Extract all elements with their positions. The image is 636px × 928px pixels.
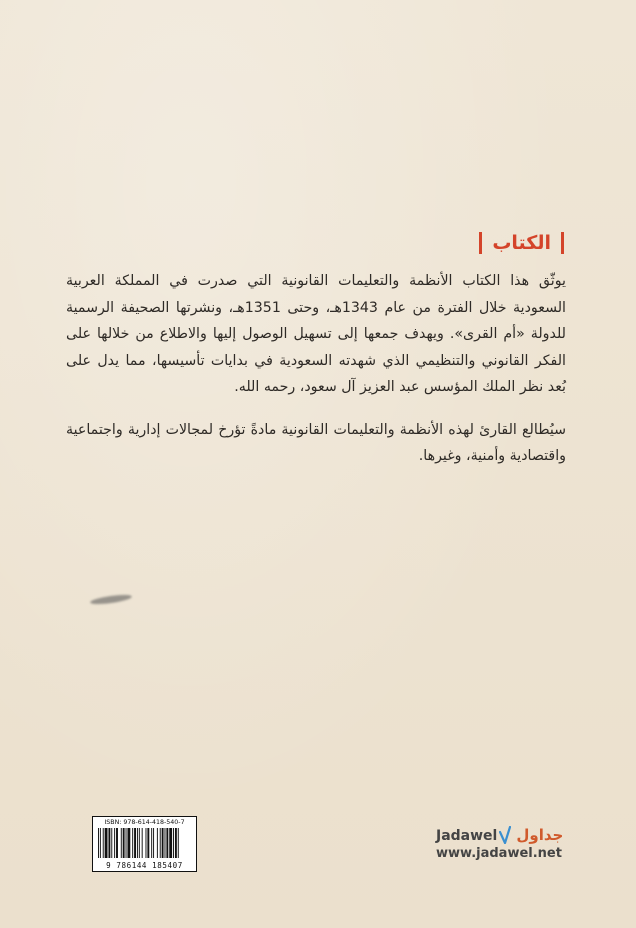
section-heading: [475, 232, 568, 254]
heading-bar-right: [561, 232, 564, 254]
publisher-name-arabic: جداول: [516, 826, 564, 844]
barcode-bars: [98, 828, 191, 858]
publisher-logo-row: [436, 820, 576, 844]
heading-label: الكتاب: [492, 232, 551, 254]
publisher-name-latin: Jadawel: [436, 828, 498, 844]
heading-bar-left: [479, 232, 482, 254]
checkmark-v-icon: [499, 826, 511, 844]
isbn-label: ISBN: 978-614-418-540-7: [104, 819, 185, 826]
ink-smudge: [90, 593, 133, 606]
publisher-block: [436, 820, 576, 861]
isbn-barcode: [92, 816, 197, 872]
description-paragraph-2: سيُطالع القارئ لهذه الأنظمة والتعليمات القانونية مادةً تؤرخ لمجالات إدارية واجتماعية واقتصادية وأمنية، وغيرها.: [66, 421, 566, 464]
description-paragraph-1: يوثّق هذا الكتاب الأنظمة والتعليمات القانونية التي صدرت في المملكة العربية السعودية خلال الفترة من عام 1343هـ، وحتى 1351هـ، ونشرتها الصحيفة الرسمية للدولة «أم القرى». ويهدف جمعها إلى تسهيل الوصول إليها والاطلاع من خلالها على الفكر القانوني والتنظيمي الذي شهدته السعودية في بدايات تأسيسها، مما يدل على بُعد نظر الملك المؤسس عبد العزيز آل سعود، رحمه الله.: [66, 273, 566, 395]
barcode-digits: 9 786144 185407: [106, 861, 183, 870]
book-description: [66, 268, 566, 486]
publisher-url: www.jadawel.net: [436, 846, 562, 861]
